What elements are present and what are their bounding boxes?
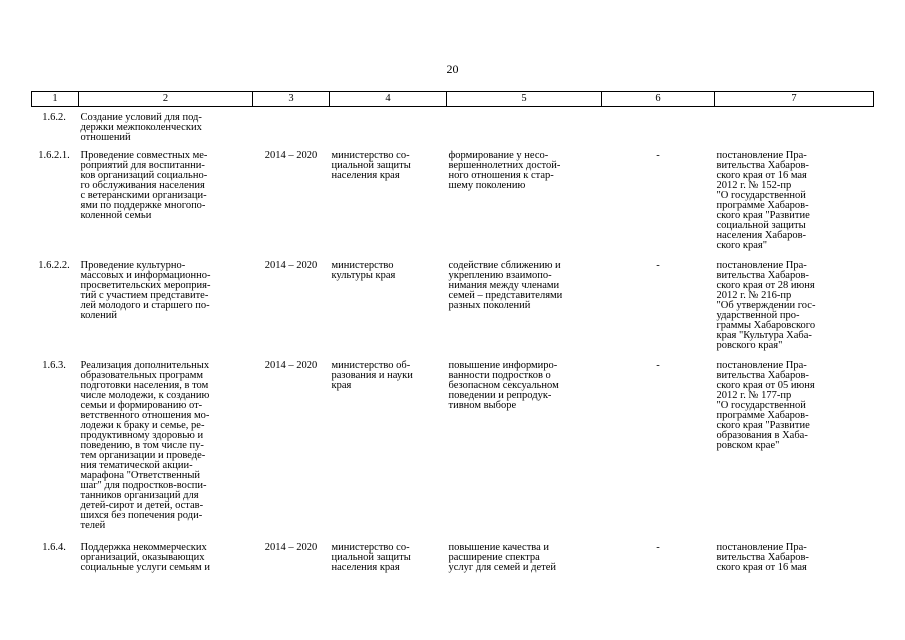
- cell-line: министерство со-: [331, 150, 410, 161]
- cell-col4: [330, 151, 447, 251]
- cell-line: ского края от 16 мая: [716, 170, 807, 181]
- cell-line: содействие сближению и: [448, 260, 561, 271]
- cell-line: Проведение культурно-: [80, 260, 186, 271]
- cell-line: постановление Пра-: [716, 542, 807, 553]
- cell-col3: [253, 261, 330, 351]
- cell-col2: [79, 151, 253, 251]
- cell-line: лей молодого и старшего по-: [80, 300, 210, 311]
- cell-number: [32, 361, 79, 531]
- cell-line: циальной защиты: [331, 552, 411, 563]
- cell-col6: [602, 113, 715, 143]
- cell-line: разования и науки: [331, 370, 413, 381]
- cell-line: -: [656, 360, 660, 371]
- cell-col2: [79, 543, 253, 573]
- cell-col6: [602, 361, 715, 531]
- cell-line: социальные услуги семьям и: [80, 562, 210, 573]
- cell-line: расширение спектра: [448, 552, 540, 563]
- cell-line: нимания между членами: [448, 280, 560, 291]
- cell-line: коленной семьи: [80, 210, 152, 221]
- cell-line: тем организации и проведе-: [80, 450, 206, 461]
- cell-line: повышение качества и: [448, 542, 550, 553]
- table-row: [32, 113, 874, 143]
- cell-col2: [79, 361, 253, 531]
- cell-line: населения края: [331, 562, 400, 573]
- cell-line: просветительских мероприя-: [80, 280, 211, 291]
- cell-line: ского края от 28 июня: [716, 280, 815, 291]
- cell-line: "Об утверждении гос-: [716, 300, 816, 311]
- cell-line: "О государственной: [716, 400, 806, 411]
- cell-col2: [79, 113, 253, 143]
- cell-col4: [330, 113, 447, 143]
- cell-col6: [602, 261, 715, 351]
- cell-line: 1.6.4.: [42, 542, 66, 553]
- header-cell: 4: [330, 92, 447, 107]
- cell-line: программе Хабаров-: [716, 410, 809, 421]
- cell-line: постановление Пра-: [716, 260, 807, 271]
- cell-line: детей-сирот и детей, остав-: [80, 500, 204, 511]
- cell-col5: [447, 113, 602, 143]
- cell-line: поведении и репродук-: [448, 390, 552, 401]
- cell-line: продуктивному здоровью и: [80, 430, 204, 441]
- cell-line: Реализация дополнительных: [80, 360, 210, 371]
- cell-line: -: [656, 150, 660, 161]
- cell-line: телей: [80, 520, 106, 531]
- cell-line: граммы Хабаровского: [716, 320, 816, 331]
- cell-line: ского края "Развитие: [716, 210, 810, 221]
- cell-line: населения края: [331, 170, 400, 181]
- cell-line: населения Хабаров-: [716, 230, 807, 241]
- cell-col3: [253, 113, 330, 143]
- header-cell: 1: [32, 92, 79, 107]
- cell-line: вершеннолетних достой-: [448, 160, 561, 171]
- cell-line: семей – представителями: [448, 290, 563, 301]
- cell-line: 2014 – 2020: [264, 260, 318, 271]
- cell-line: постановление Пра-: [716, 150, 807, 161]
- cell-line: тий с участием представите-: [80, 290, 209, 301]
- cell-number: [32, 151, 79, 251]
- cell-line: образовательных программ: [80, 370, 203, 381]
- cell-line: Проведение совместных ме-: [80, 150, 208, 161]
- cell-line: ударственной про-: [716, 310, 800, 321]
- cell-line: с ветеранскими организаци-: [80, 190, 207, 201]
- cell-line: -: [656, 542, 660, 553]
- cell-line: шему поколению: [448, 180, 526, 191]
- cell-col6: [602, 543, 715, 573]
- cell-line: держки межпоколенческих: [80, 122, 202, 133]
- cell-col7: [715, 151, 874, 251]
- cell-col4: [330, 543, 447, 573]
- cell-line: Создание условий для под-: [80, 112, 202, 123]
- cell-col3: [253, 151, 330, 251]
- cell-line: вительства Хабаров-: [716, 552, 809, 563]
- cell-line: постановление Пра-: [716, 360, 807, 371]
- cell-line: ния тематической акции-: [80, 460, 193, 471]
- cell-line: 1.6.2.1.: [38, 150, 70, 161]
- cell-line: 2014 – 2020: [264, 542, 318, 553]
- cell-col7: [715, 361, 874, 531]
- cell-line: культуры края: [331, 270, 396, 281]
- program-table: [31, 91, 874, 573]
- cell-line: безопасном сексуальном: [448, 380, 559, 391]
- cell-line: образования в Хаба-: [716, 430, 808, 441]
- cell-line: ного отношения к стар-: [448, 170, 554, 181]
- table-row: [32, 543, 874, 573]
- header-cell: 3: [253, 92, 330, 107]
- cell-line: подготовки населения, в том: [80, 380, 209, 391]
- cell-line: семьи и формированию от-: [80, 400, 203, 411]
- cell-line: циальной защиты: [331, 160, 411, 171]
- cell-line: ветственного отношения мо-: [80, 410, 210, 421]
- cell-line: марафона "Ответственный: [80, 470, 201, 481]
- cell-line: ского края "Развитие: [716, 420, 810, 431]
- header-row: [32, 92, 874, 107]
- cell-number: [32, 113, 79, 143]
- cell-col4: [330, 361, 447, 531]
- cell-line: ванности подростков о: [448, 370, 551, 381]
- cell-line: министерство об-: [331, 360, 411, 371]
- cell-line: 2014 – 2020: [264, 360, 318, 371]
- cell-col4: [330, 261, 447, 351]
- cell-col3: [253, 361, 330, 531]
- cell-line: вительства Хабаров-: [716, 160, 809, 171]
- table-row: [32, 151, 874, 251]
- cell-line: тивном выборе: [448, 400, 517, 411]
- cell-line: шаг" для подростков-воспи-: [80, 480, 207, 491]
- cell-line: ков организаций социально-: [80, 170, 208, 181]
- cell-line: отношений: [80, 132, 131, 143]
- cell-line: формирование у несо-: [448, 150, 549, 161]
- cell-line: колений: [80, 310, 117, 321]
- table-row: [32, 261, 874, 351]
- cell-line: социальной защиты: [716, 220, 806, 231]
- cell-col3: [253, 543, 330, 573]
- cell-line: ровского края": [716, 340, 783, 351]
- cell-col5: [447, 361, 602, 531]
- cell-line: го обслуживания населения: [80, 180, 205, 191]
- cell-line: вительства Хабаров-: [716, 270, 809, 281]
- cell-col7: [715, 543, 874, 573]
- cell-line: программе Хабаров-: [716, 200, 809, 211]
- page-number: 20: [446, 62, 459, 76]
- cell-number: [32, 543, 79, 573]
- cell-col2: [79, 261, 253, 351]
- cell-line: ского края": [716, 240, 768, 251]
- cell-line: ского края от 16 мая: [716, 562, 807, 573]
- cell-line: края: [331, 380, 352, 391]
- cell-line: министерство: [331, 260, 394, 271]
- cell-line: танников организаций для: [80, 490, 199, 501]
- cell-line: министерство со-: [331, 542, 410, 553]
- cell-line: лодежи к браку и семье, ре-: [80, 420, 205, 431]
- cell-col7: [715, 113, 874, 143]
- header-cell: 2: [79, 92, 253, 107]
- cell-col5: [447, 543, 602, 573]
- cell-line: 2012 г. № 216-пр: [716, 290, 792, 301]
- cell-line: ями по поддержке многопо-: [80, 200, 206, 211]
- cell-line: 1.6.2.: [42, 112, 66, 123]
- cell-line: "О государственной: [716, 190, 806, 201]
- cell-line: роприятий для воспитанни-: [80, 160, 205, 171]
- cell-line: ровском крае": [716, 440, 780, 451]
- cell-line: числе молодежи, к созданию: [80, 390, 210, 401]
- header-cell: 6: [602, 92, 715, 107]
- cell-col5: [447, 261, 602, 351]
- cell-line: 1.6.2.2.: [38, 260, 70, 271]
- cell-line: массовых и информационно-: [80, 270, 211, 281]
- header-cell: 7: [715, 92, 874, 107]
- cell-line: услуг для семей и детей: [448, 562, 556, 573]
- cell-line: 2012 г. № 152-пр: [716, 180, 792, 191]
- cell-line: ского края от 05 июня: [716, 380, 815, 391]
- cell-line: шихся без попечения роди-: [80, 510, 203, 521]
- cell-line: 1.6.3.: [42, 360, 66, 371]
- cell-line: повышение информиро-: [448, 360, 558, 371]
- cell-line: укреплению взаимопо-: [448, 270, 552, 281]
- cell-line: разных поколений: [448, 300, 531, 311]
- cell-line: поведению, в том числе пу-: [80, 440, 204, 451]
- cell-line: вительства Хабаров-: [716, 370, 809, 381]
- cell-line: Поддержка некоммерческих: [80, 542, 207, 553]
- cell-line: 2012 г. № 177-пр: [716, 390, 792, 401]
- cell-col7: [715, 261, 874, 351]
- cell-col6: [602, 151, 715, 251]
- cell-line: края "Культура Хаба-: [716, 330, 812, 341]
- table-row: [32, 361, 874, 531]
- cell-line: -: [656, 260, 660, 271]
- cell-line: организаций, оказывающих: [80, 552, 205, 563]
- cell-number: [32, 261, 79, 351]
- cell-line: 2014 – 2020: [264, 150, 318, 161]
- header-cell: 5: [447, 92, 602, 107]
- cell-col5: [447, 151, 602, 251]
